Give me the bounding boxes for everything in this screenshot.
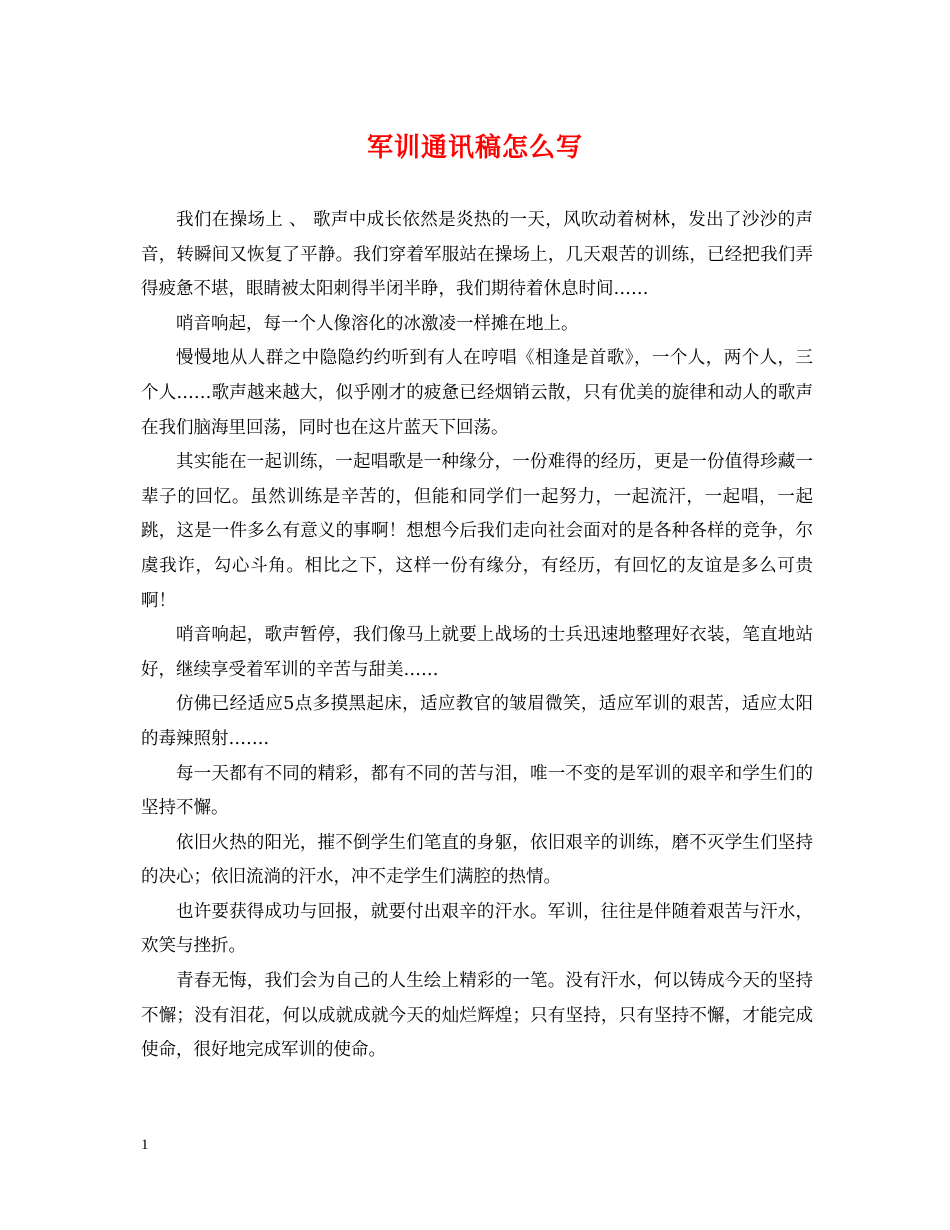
- paragraph: 其实能在一起训练，一起唱歌是一种缘分，一份难得的经历，更是一份值得珍藏一辈子的回忆。虽然训练是辛苦的，但能和同学们一起努力，一起流汗，一起唱，一起跳，这是一件多么有意义的事啊！想想今后我们走向社会面对的是各种各样的竞争，尔虞我诈，勾心斗角。相比之下，这样一份有缘分，有经历，有回忆的友谊是多么可贵啊！: [141, 452, 813, 611]
- paragraph: 哨音响起，每一个人像溶化的冰激凌一样摊在地上。: [176, 313, 579, 334]
- paragraph: 慢慢地从人群之中隐隐约约听到有人在哼唱《相逢是首歌》，一个人，两个人，三个人……歌声越来越大，似乎刚才的疲惫已经烟销云散，只有优美的旋律和动人的歌声在我们脑海里回荡，同时也在这片蓝天下回荡。: [141, 348, 813, 438]
- paragraph: 仿佛已经适应5点多摸黑起床，适应教官的皱眉微笑，适应军训的艰苦，适应太阳的毒辣照射…….: [141, 694, 813, 749]
- paragraph: 哨音响起，歌声暂停，我们像马上就要上战场的士兵迅速地整理好衣装，笔直地站好，继续享受着军训的辛苦与甜美……: [141, 625, 813, 680]
- document-title: 军训通讯稿怎么写: [366, 133, 583, 163]
- paragraph: 依旧火热的阳光，摧不倒学生们笔直的身躯，依旧艰辛的训练，磨不灭学生们坚持的决心；依旧流淌的汗水，冲不走学生们满腔的热情。: [141, 832, 813, 888]
- paragraph: 青春无悔，我们会为自己的人生绘上精彩的一笔。没有汗水，何以铸成今天的坚持不懈；没有泪花，何以成就成就今天的灿烂辉煌；只有坚持，只有坚持不懈，才能完成使命，很好地完成军训的使命。: [141, 971, 813, 1061]
- page-number: 1: [141, 1137, 149, 1153]
- paragraph: 也许要获得成功与回报，就要付出艰辛的汗水。军训，往往是伴随着艰苦与汗水，欢笑与挫折。: [141, 901, 813, 957]
- paragraph: 每一天都有不同的精彩，都有不同的苦与泪，唯一不变的是军训的艰辛和学生们的坚持不懈。: [141, 763, 813, 819]
- paragraph: 我们在操场上 、 歌声中成长依然是炎热的一天，风吹动着树林，发出了沙沙的声音，转瞬间又恢复了平静。我们穿着军服站在操场上，几天艰苦的训练，已经把我们弄得疲惫不堪，眼睛被太阳刺得半闭半睁，我们期待着休息时间……: [141, 210, 813, 300]
- document-body: [141, 203, 813, 1068]
